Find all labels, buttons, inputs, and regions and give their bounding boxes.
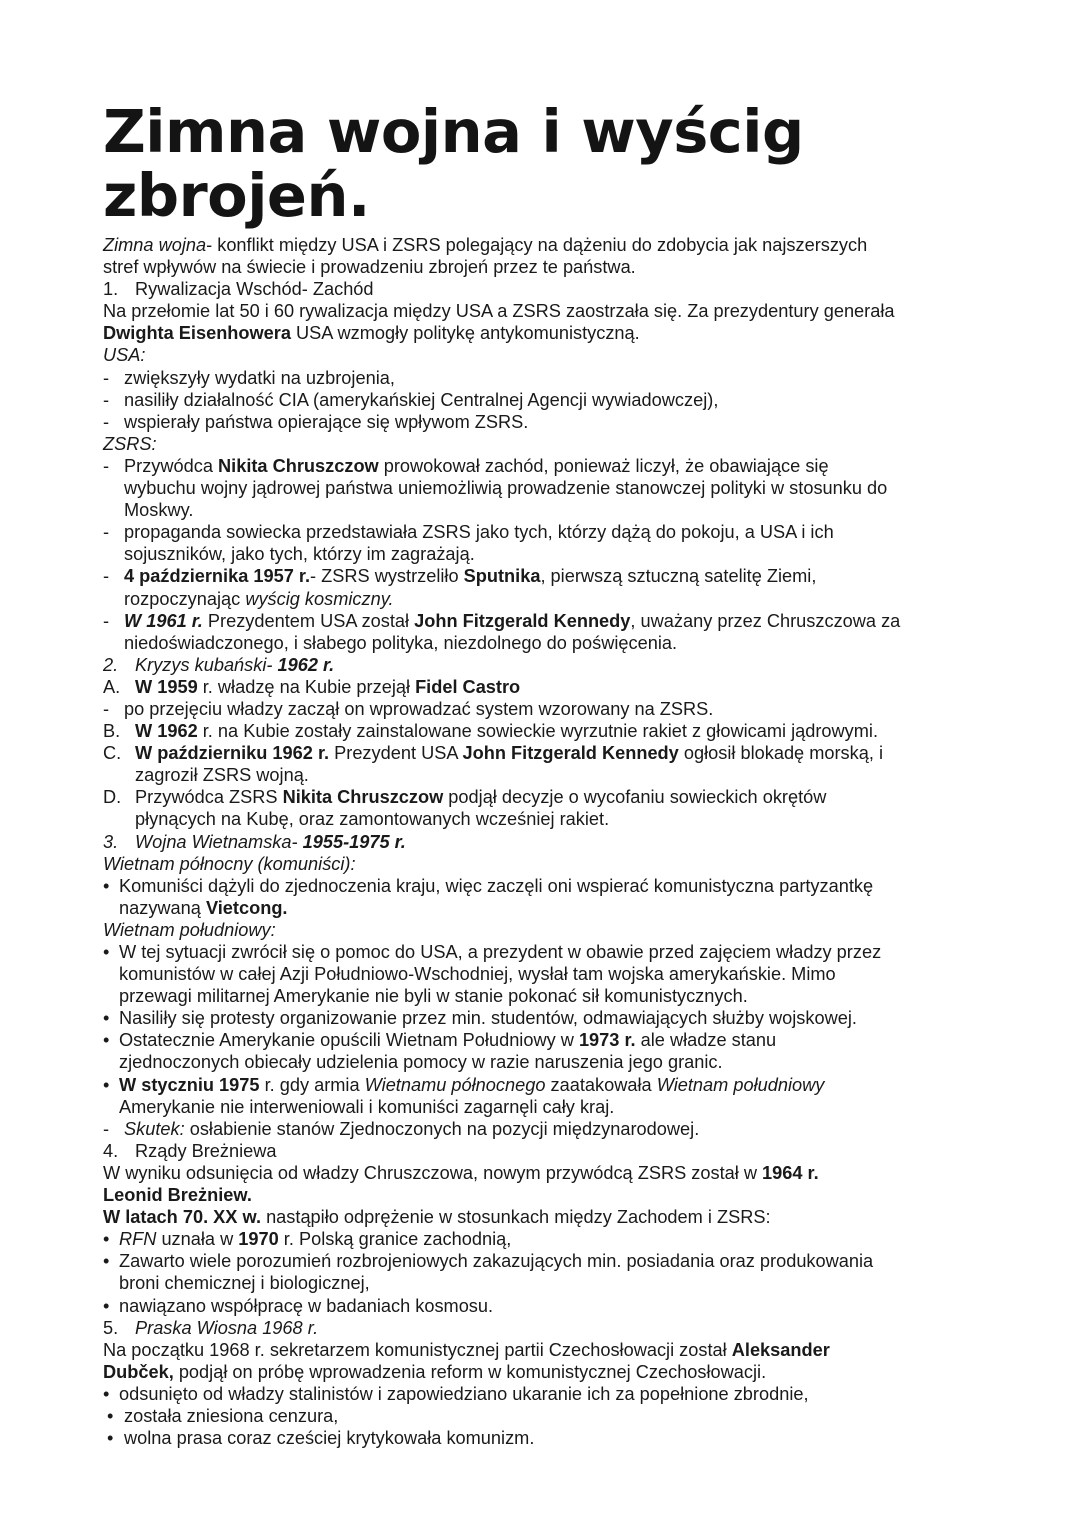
section-heading: 2. Kryzys kubański- 1962 r. [103, 654, 335, 675]
list-item-cont: Moskwy. [124, 500, 194, 521]
subheading: ZSRS: [103, 433, 157, 454]
list-item: • W tej sytuacji zwrócił się o pomoc do USA, a prezydent w obawie przed zajęciem władzy przez [103, 942, 882, 962]
list-item-cont: broni chemicznej i biologicznej, [119, 1273, 370, 1294]
list-item-cont: sojuszników, jako tych, którzy im zagrażają. [124, 544, 475, 565]
intro-line: stref wpływów na świecie i prowadzeniu zbrojeń przez te państwa. [103, 257, 636, 278]
document-body [103, 234, 1000, 1449]
list-item: • nawiązano współpracę w badaniach kosmosu. [103, 1295, 494, 1316]
page-title: Zimna wojna i wyścig zbrojeń. [103, 97, 804, 230]
list-item: • została zniesiona cenzura, [107, 1405, 339, 1426]
list-item: • W styczniu 1975 r. gdy armia Wietnamu północnego zaatakowała Wietnam południowy [103, 1074, 825, 1095]
list-item: - nasiliły działalność CIA (amerykańskiej Centralnej Agencji wywiadowczej), [103, 389, 719, 410]
paragraph-line: Dubček, podjął on próbę wprowadzenia reform w komunistycznej Czechosłowacji. [103, 1361, 767, 1382]
subheading: Wietnam południowy: [103, 919, 276, 940]
paragraph-line: Leonid Breżniew. [103, 1185, 252, 1206]
list-item: A. W 1959 r. władzę na Kubie przejął Fidel Castro [103, 676, 521, 697]
list-item: - zwiększyły wydatki na uzbrojenia, [103, 367, 395, 388]
section-heading: 1. Rywalizacja Wschód- Zachód [103, 279, 374, 300]
list-item-cont: rozpoczynając wyścig kosmiczny. [124, 588, 394, 609]
list-item: - 4 października 1957 r.- ZSRS wystrzeliło Sputnika, pierwszą sztuczną satelitę Ziemi, [103, 566, 817, 587]
list-item-cont: niedoświadczonego, i słabego polityka, niezdolnego do poświęcenia. [124, 632, 678, 653]
subheading: USA: [103, 345, 146, 366]
list-item: - wspierały państwa opierające się wpływom ZSRS. [103, 411, 529, 432]
section-heading: 4. Rządy Breżniewa [103, 1140, 277, 1161]
list-item-cont: zagroził ZSRS wojną. [135, 765, 309, 786]
list-item-cont: komunistów w całej Azji Południowo-Wschodniej, wysłał tam wojska amerykańskie. Mimo [119, 964, 836, 985]
list-item-cont: zjednoczonych obiecały udzielenia pomocy w razie naruszenia jego granic. [119, 1052, 723, 1073]
list-item: - W 1961 r. Prezydentem USA został John Fitzgerald Kennedy, uważany przez Chruszczowa za [103, 610, 901, 631]
list-item: • RFN uznała w 1970 r. Polską granice zachodnią, [103, 1229, 512, 1250]
paragraph-line: Na przełomie lat 50 i 60 rywalizacja między USA a ZSRS zaostrzała się. Za prezydentury generała [103, 301, 895, 322]
section-heading: 3. Wojna Wietnamska- 1955-1975 r. [103, 831, 406, 852]
list-item: C. W październiku 1962 r. Prezydent USA John Fitzgerald Kennedy ogłosił blokadę morską, i [103, 743, 883, 764]
list-item: • odsunięto od władzy stalinistów i zapowiedziano ukaranie ich za popełnione zbrodnie, [103, 1383, 809, 1404]
list-item: - Skutek: osłabienie stanów Zjednoczonych na pozycji międzynarodowej. [103, 1118, 700, 1139]
list-item: D. Przywódca ZSRS Nikita Chruszczow podjął decyzje o wycofaniu sowieckich okrętów [103, 787, 827, 808]
section-heading: 5. Praska Wiosna 1968 r. [103, 1317, 319, 1338]
list-item: • wolna prasa coraz cześciej krytykowała komunizm. [107, 1428, 535, 1449]
paragraph-line: Dwighta Eisenhowera USA wzmogły politykę antykomunistyczną. [103, 323, 640, 344]
list-item: • Ostatecznie Amerykanie opuścili Wietnam Południowy w 1973 r. ale władze stanu [103, 1030, 777, 1051]
list-item: - Przywódca Nikita Chruszczow prowokował zachód, ponieważ liczył, że obawiające się [103, 455, 829, 476]
list-item-cont: Amerykanie nie interweniowali i komuniści zagarnęli cały kraj. [119, 1096, 615, 1117]
intro-line: Zimna wojna- konflikt między USA i ZSRS polegający na dążeniu do zdobycia jak najszerszych [103, 235, 868, 255]
list-item-cont: przewagi militarnej Amerykanie nie byli w stanie pokonać sił komunistycznych. [119, 986, 748, 1007]
list-item: • Nasiliły się protesty organizowanie przez min. studentów, odmawiających służby wojskowej. [103, 1008, 857, 1029]
list-item: - propaganda sowiecka przedstawiała ZSRS jako tych, którzy dążą do pokoju, a USA i ich [103, 522, 834, 543]
paragraph-line: Na początku 1968 r. sekretarzem komunistycznej partii Czechosłowacji został Aleksander [103, 1339, 830, 1360]
list-item: B. W 1962 r. na Kubie zostały zainstalowane sowieckie wyrzutnie rakiet z głowicami jądrowymi. [103, 721, 878, 742]
list-item: • Zawarto wiele porozumień rozbrojeniowych zakazujących min. posiadania oraz produkowania [103, 1251, 874, 1272]
list-item-cont: nazywaną Vietcong. [119, 897, 288, 918]
list-item: - po przejęciu władzy zaczął on wprowadzać system wzorowany na ZSRS. [103, 698, 714, 719]
paragraph-line: W wyniku odsunięcia od władzy Chruszczowa, nowym przywódcą ZSRS został w 1964 r. [103, 1162, 819, 1183]
subheading: Wietnam północny (komuniści): [103, 853, 356, 874]
list-item-cont: płynących na Kubę, oraz zamontowanych wcześniej rakiet. [135, 809, 610, 830]
list-item: • Komuniści dążyli do zjednoczenia kraju, więc zaczęli oni wspierać komunistyczna partyzantkę [103, 875, 874, 896]
paragraph-line: W latach 70. XX w. nastąpiło odprężenie w stosunkach między Zachodem i ZSRS: [103, 1207, 771, 1228]
list-item-cont: wybuchu wojny jądrowej państwa uniemożliwią prowadzenie stanowczej polityki w stosunku do [124, 478, 888, 499]
